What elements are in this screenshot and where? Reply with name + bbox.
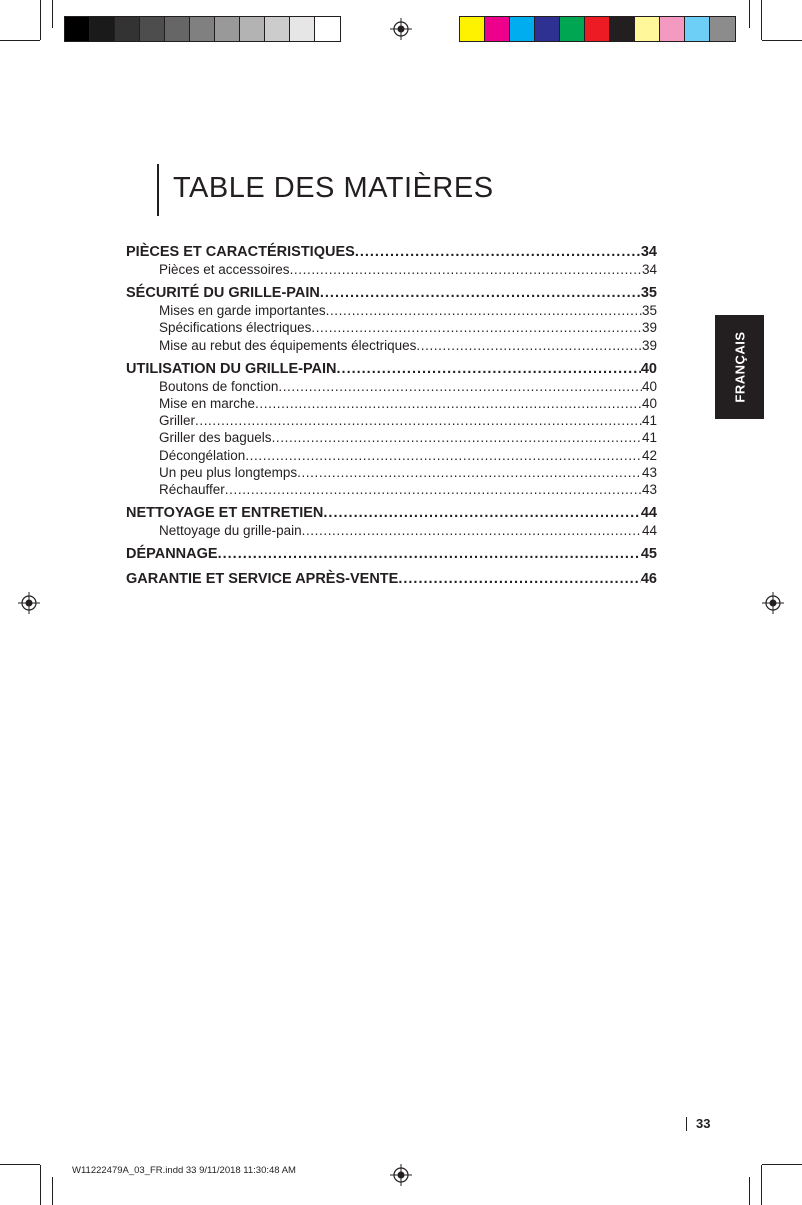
color-swatch [510,17,535,41]
crop-mark [761,1165,762,1205]
page-number-rule [686,1117,687,1131]
toc-page: 44 [640,505,657,522]
process-color-bar [459,16,736,42]
language-tab [715,315,764,419]
color-swatch [65,17,90,41]
page-number: 33 [696,1116,711,1131]
toc-label: Mises en garde importantes [159,303,326,319]
toc-label: Boutons de fonction [159,378,279,394]
toc-page: 43 [641,482,657,498]
toc-page: 40 [641,396,657,412]
toc-label: SÉCURITÉ DU GRILLE-PAIN [126,285,320,302]
toc-label: Griller des baguels [159,430,272,446]
toc-label: Mise au rebut des équipements électriques [159,337,417,353]
crop-mark [0,1164,40,1165]
toc-section-parts[interactable] [126,244,657,261]
color-swatch [115,17,140,41]
crop-mark [40,0,41,40]
toc-label: PIÈCES ET CARACTÉRISTIQUES [126,244,355,260]
crop-mark [749,1177,750,1205]
toc-page: 46 [640,571,657,588]
toc-page: 43 [641,464,657,480]
toc-entry[interactable] [126,481,657,498]
color-swatch [290,17,315,41]
toc-page: 34 [640,244,657,260]
crop-mark [0,40,40,41]
toc-label: Pièces et accessoires [159,262,290,277]
color-swatch [215,17,240,41]
toc-entry[interactable] [126,378,657,395]
color-swatch [585,17,610,41]
registration-mark-icon [390,18,412,40]
registration-mark-icon [18,592,40,614]
crop-mark [52,0,53,28]
toc-entry[interactable] [126,522,657,539]
color-swatch [190,17,215,41]
color-swatch [265,17,290,41]
color-swatch [140,17,165,41]
toc-label: NETTOYAGE ET ENTRETIEN [126,505,324,522]
color-swatch [660,17,685,41]
toc-page: 34 [641,262,657,277]
file-slug: W11222479A_03_FR.indd 33 9/11/2018 11:30:48 AM [72,1165,296,1176]
crop-mark [749,0,750,28]
color-swatch [460,17,485,41]
toc-label: GARANTIE ET SERVICE APRÈS-VENTE [126,571,399,588]
toc-label: UTILISATION DU GRILLE-PAIN [126,360,337,377]
crop-mark [40,1165,41,1205]
crop-mark [52,1177,53,1205]
toc-label: Un peu plus longtemps [159,464,298,480]
table-of-contents [126,244,657,588]
registration-mark-icon [390,1164,412,1186]
language-tab-label: FRANÇAIS [732,331,747,403]
toc-entry[interactable] [126,261,657,278]
toc-page: 41 [641,413,657,429]
toc-page: 39 [641,320,657,336]
toc-section-safety[interactable] [126,285,657,302]
color-swatch [535,17,560,41]
toc-page: 42 [641,447,657,463]
toc-page: 40 [641,378,657,394]
crop-mark [761,0,762,40]
toc-page: 40 [640,360,657,377]
toc-page: 45 [640,546,657,563]
toc-section-usage[interactable] [126,361,657,378]
toc-label: Nettoyage du grille-pain [159,523,302,539]
toc-entry[interactable] [126,464,657,481]
toc-section-warranty[interactable] [126,571,657,588]
color-swatch [610,17,635,41]
toc-label: Réchauffer [159,482,225,498]
title-rule [157,164,159,216]
color-swatch [240,17,265,41]
toc-entry[interactable] [126,412,657,429]
color-swatch [685,17,710,41]
toc-page: 35 [641,303,657,319]
toc-label: Spécifications électriques [159,320,312,336]
toc-page: 39 [641,337,657,353]
toc-entry[interactable] [126,319,657,336]
toc-label: Décongélation [159,447,246,463]
color-swatch [635,17,660,41]
toc-section-troubleshooting[interactable] [126,546,657,563]
crop-mark [762,40,802,41]
toc-page: 44 [641,523,657,539]
toc-entry[interactable] [126,429,657,446]
grayscale-color-bar [64,16,341,42]
crop-mark [762,1164,802,1165]
toc-label: DÉPANNAGE [126,546,218,563]
toc-label: Griller [159,413,195,429]
toc-page: 35 [640,285,657,302]
toc-section-cleaning[interactable] [126,505,657,522]
toc-entry[interactable] [126,337,657,354]
color-swatch [165,17,190,41]
color-swatch [90,17,115,41]
color-swatch [315,17,340,41]
color-swatch [560,17,585,41]
toc-label: Mise en marche [159,396,256,412]
toc-entry[interactable] [126,447,657,464]
toc-entry[interactable] [126,395,657,412]
registration-mark-icon [762,592,784,614]
page-title: TABLE DES MATIÈRES [173,172,494,204]
toc-page: 41 [641,430,657,446]
toc-entry[interactable] [126,302,657,319]
color-swatch [485,17,510,41]
color-swatch [710,17,735,41]
